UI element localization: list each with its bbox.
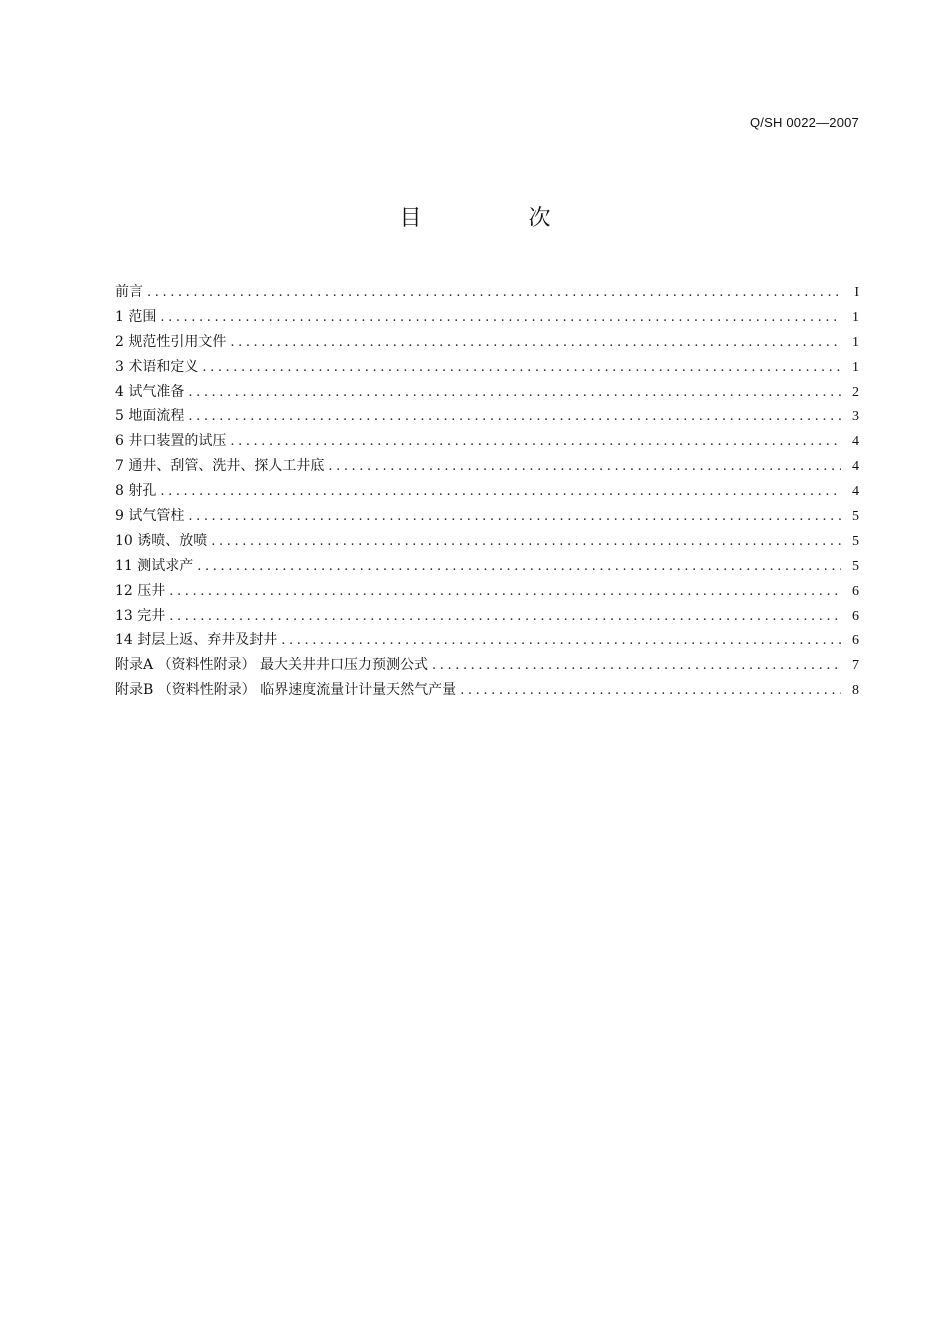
table-of-contents	[115, 280, 859, 703]
toc-entry-page: 6	[852, 583, 859, 599]
toc-entry-label: 13 完井	[115, 607, 166, 624]
toc-entry-label: 5 地面流程	[115, 408, 185, 425]
toc-leader-dots	[460, 679, 841, 704]
document-code: Q/SH 0022—2007	[749, 115, 859, 130]
toc-entry-abandonment[interactable]	[115, 628, 859, 653]
toc-entry-page: 5	[852, 558, 859, 574]
toc-entry-label: 附录B （资料性附录） 临界速度流量计计量天然气产量	[115, 682, 457, 699]
toc-leader-dots	[160, 306, 841, 331]
toc-leader-dots	[432, 654, 841, 679]
toc-entry-label: 10 诱喷、放喷	[115, 532, 208, 549]
toc-entry-page: 6	[852, 633, 859, 649]
toc-entry-page: 4	[852, 434, 859, 450]
toc-entry-induced-flow[interactable]	[115, 529, 859, 554]
toc-entry-label: 8 射孔	[115, 483, 157, 500]
toc-leader-dots	[147, 281, 841, 306]
toc-entry-appendix-a[interactable]	[115, 653, 859, 678]
toc-entry-page: I	[854, 285, 859, 300]
toc-entry-normative-references[interactable]	[115, 330, 859, 355]
toc-entry-page: 2	[852, 384, 859, 400]
toc-entry-label: 4 试气准备	[115, 383, 185, 400]
toc-entry-page: 4	[852, 459, 859, 475]
toc-leader-dots	[188, 381, 841, 406]
toc-entry-production-test[interactable]	[115, 554, 859, 579]
toc-leader-dots	[169, 580, 841, 605]
toc-entry-page: 8	[852, 683, 859, 699]
toc-entry-label: 6 井口装置的试压	[115, 433, 227, 450]
toc-entry-label: 14 封层上返、弃井及封井	[115, 632, 278, 649]
toc-leader-dots	[169, 605, 841, 630]
toc-leader-dots	[281, 629, 841, 654]
toc-entry-page: 4	[852, 484, 859, 500]
toc-entry-page: 3	[852, 409, 859, 425]
toc-entry-drifting-scraping[interactable]	[115, 454, 859, 479]
toc-entry-surface-flow[interactable]	[115, 404, 859, 429]
toc-entry-test-preparation[interactable]	[115, 380, 859, 405]
toc-entry-well-completion[interactable]	[115, 604, 859, 629]
toc-entry-label: 2 规范性引用文件	[115, 333, 227, 350]
toc-entry-page: 1	[852, 359, 859, 375]
toc-entry-label: 1 范围	[115, 308, 157, 325]
toc-entry-page: 5	[852, 509, 859, 525]
toc-entry-appendix-b[interactable]	[115, 678, 859, 703]
toc-entry-label: 12 压井	[115, 582, 166, 599]
toc-entry-label: 9 试气管柱	[115, 508, 185, 525]
toc-entry-page: 1	[852, 309, 859, 325]
toc-leader-dots	[211, 530, 841, 555]
toc-entry-label: 附录A （资料性附录） 最大关井井口压力预测公式	[115, 657, 429, 674]
toc-leader-dots	[328, 455, 841, 480]
toc-entry-page: 6	[852, 608, 859, 624]
toc-leader-dots	[188, 405, 841, 430]
toc-leader-dots	[230, 331, 841, 356]
toc-entry-page: 1	[852, 334, 859, 350]
toc-leader-dots	[202, 356, 841, 381]
toc-leader-dots	[197, 555, 841, 580]
toc-entry-label: 前言	[115, 284, 143, 300]
toc-entry-page: 5	[852, 533, 859, 549]
toc-entry-well-killing[interactable]	[115, 579, 859, 604]
toc-entry-page: 7	[852, 658, 859, 674]
toc-entry-scope[interactable]	[115, 305, 859, 330]
toc-entry-label: 11 测试求产	[115, 557, 194, 574]
toc-leader-dots	[230, 430, 841, 455]
toc-entry-label: 3 术语和定义	[115, 358, 199, 375]
toc-entry-wellhead-pressure-test[interactable]	[115, 429, 859, 454]
toc-entry-foreword[interactable]	[115, 280, 859, 305]
toc-entry-label: 7 通井、刮管、洗井、探人工井底	[115, 458, 325, 475]
toc-entry-test-string[interactable]	[115, 504, 859, 529]
toc-entry-perforation[interactable]	[115, 479, 859, 504]
page-title: 目 次	[399, 206, 601, 231]
toc-entry-terms-definitions[interactable]	[115, 355, 859, 380]
toc-leader-dots	[160, 480, 841, 505]
toc-leader-dots	[188, 505, 841, 530]
